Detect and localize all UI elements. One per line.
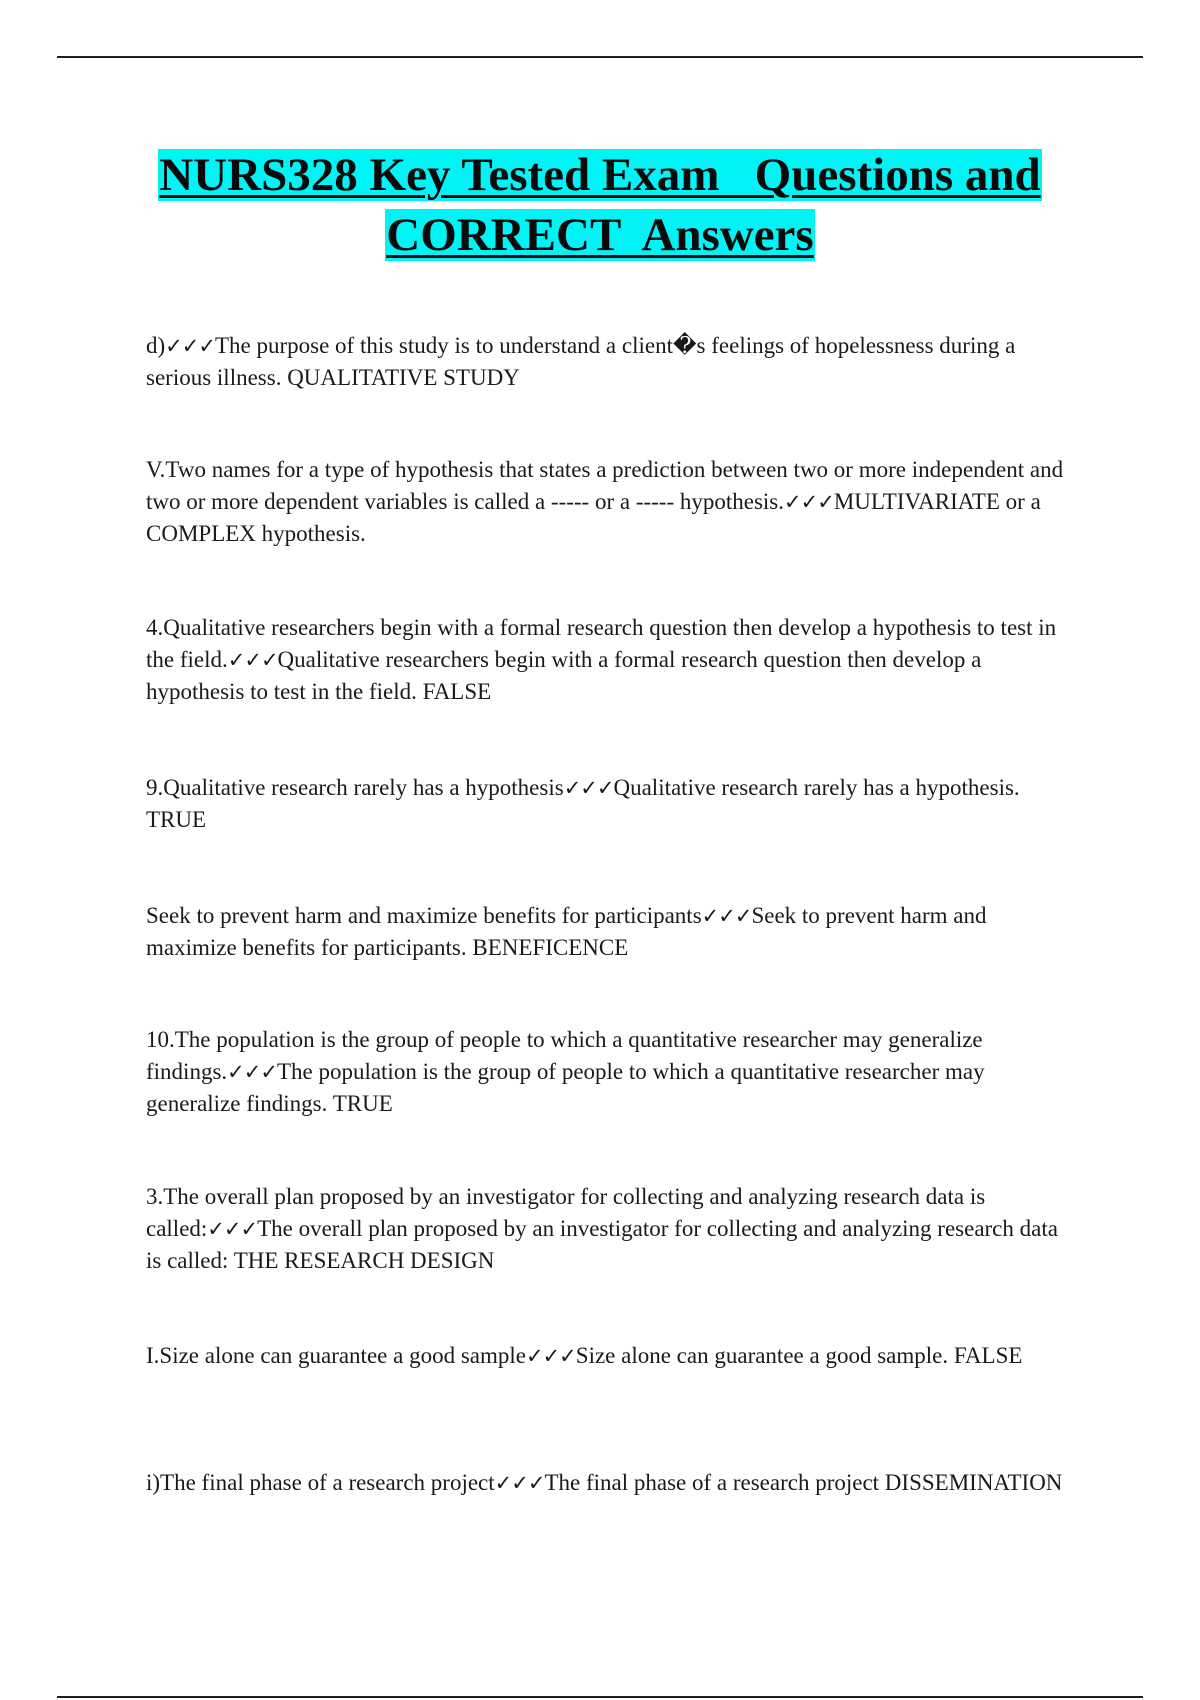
question-text: Seek to prevent harm and maximize benefits for participants	[146, 903, 702, 928]
qa-item	[146, 612, 1076, 708]
title-line-2: CORRECT Answers	[386, 209, 814, 261]
checkmark-icon: ✓✓✓	[784, 490, 834, 514]
question-text: 10.The population is the group of people to which a quantitative researcher may generalize findings.	[146, 1027, 989, 1084]
answer-text: The purpose of this study is to understand a client�s feelings of hopelessness during a serious illness. QUALITATIVE STUDY	[146, 333, 1022, 390]
top-rule	[57, 56, 1143, 58]
qa-item	[146, 1024, 1076, 1120]
question-text: i)The final phase of a research project	[146, 1470, 495, 1495]
page-title	[60, 145, 1140, 265]
checkmark-icon: ✓✓✓	[494, 1471, 545, 1495]
checkmark-icon: ✓✓✓	[525, 1344, 576, 1368]
qa-item	[146, 900, 1076, 964]
question-text: 9.Qualitative research rarely has a hypothesis	[146, 775, 564, 800]
bottom-rule	[57, 1696, 1143, 1698]
question-text: 4.Qualitative researchers begin with a formal research question then develop a hypothesis to test in the field.	[146, 615, 1062, 672]
checkmark-icon: ✓✓✓	[227, 1060, 277, 1084]
checkmark-icon: ✓✓✓	[207, 1217, 258, 1241]
answer-text: Qualitative researchers begin with a formal research question then develop a hypothesis to test in the field. FALSE	[146, 647, 988, 704]
question-text: V.Two names for a type of hypothesis that states a prediction between two or more independent and two or more dependent variables is called a ----- or a ----- hypothesis.	[146, 457, 1069, 514]
question-text: 3.The overall plan proposed by an investigator for collecting and analyzing research data is called:	[146, 1184, 991, 1241]
answer-text: The population is the group of people to which a quantitative researcher may generalize findings. TRUE	[146, 1059, 991, 1116]
answer-text: Size alone can guarantee a good sample. FALSE	[575, 1343, 1023, 1368]
checkmark-icon: ✓✓✓	[701, 904, 752, 928]
question-text: d)	[146, 333, 166, 358]
answer-text: The final phase of a research project DISSEMINATION	[544, 1470, 1063, 1495]
checkmark-icon: ✓✓✓	[165, 334, 215, 358]
qa-item	[146, 772, 1076, 836]
question-text: I.Size alone can guarantee a good sample	[146, 1343, 526, 1368]
checkmark-icon: ✓✓✓	[227, 648, 278, 672]
qa-item	[146, 1467, 1076, 1499]
answer-text: MULTIVARIATE or a COMPLEX hypothesis.	[146, 489, 1047, 546]
answer-text: The overall plan proposed by an investigator for collecting and analyzing research data is called: THE RESEARCH DESIGN	[146, 1216, 1064, 1273]
checkmark-icon: ✓✓✓	[563, 776, 614, 800]
qa-item	[146, 1340, 1076, 1372]
answer-text: Seek to prevent harm and maximize benefits for participants. BENEFICENCE	[146, 903, 993, 960]
qa-item	[146, 454, 1076, 550]
title-line-1: NURS328 Key Tested Exam Questions and	[159, 149, 1041, 201]
qa-item	[146, 330, 1076, 394]
qa-item	[146, 1181, 1076, 1277]
answer-text: Qualitative research rarely has a hypothesis. TRUE	[146, 775, 1026, 832]
